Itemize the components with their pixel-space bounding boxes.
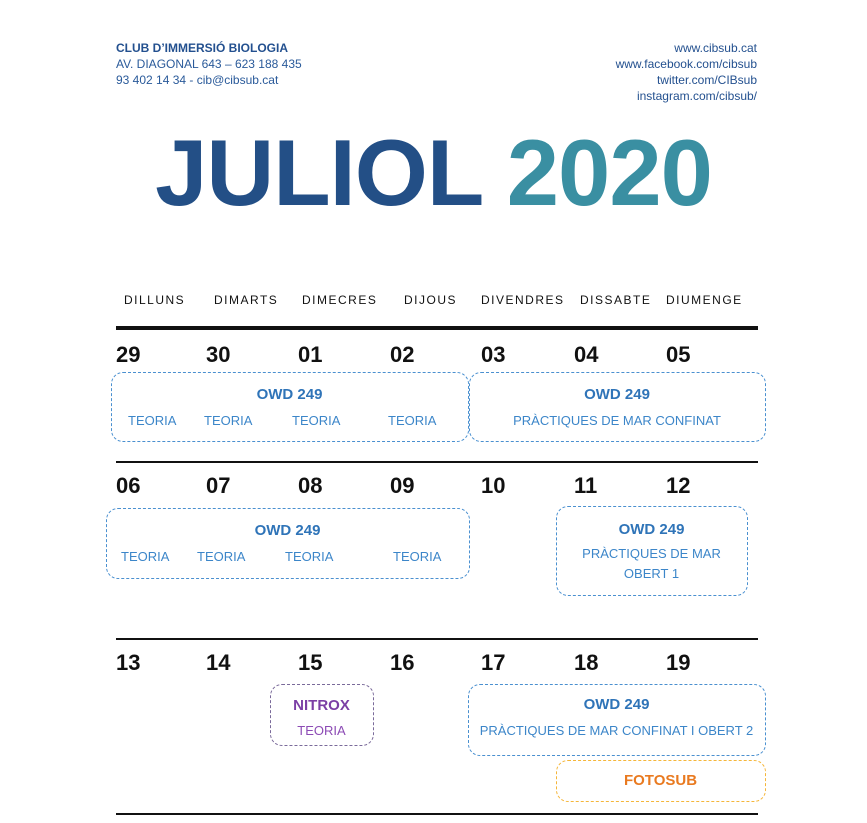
week-divider bbox=[116, 638, 758, 640]
event-subtitle: PRÀCTIQUES DE MAR CONFINAT bbox=[513, 413, 721, 428]
club-links bbox=[616, 40, 757, 104]
weekday-sat: DISSABTE bbox=[580, 293, 652, 307]
website-link[interactable]: www.cibsub.cat bbox=[674, 41, 757, 55]
date-cell: 15 bbox=[298, 650, 323, 675]
date-cell: 06 bbox=[116, 473, 141, 498]
date-cell: 29 bbox=[116, 342, 141, 367]
event-owd-theory[interactable] bbox=[106, 508, 470, 579]
weekday-thu: DIJOUS bbox=[404, 293, 458, 307]
week-divider bbox=[116, 461, 758, 463]
date-cell: 08 bbox=[298, 473, 323, 498]
date-cell: 11 bbox=[574, 473, 598, 498]
event-owd-open-water[interactable] bbox=[556, 506, 748, 596]
event-title: OWD 249 bbox=[583, 696, 650, 713]
date-cell: 02 bbox=[390, 342, 415, 367]
event-label: TEORIA bbox=[197, 549, 246, 564]
date-cell: 17 bbox=[481, 650, 506, 675]
date-cell: 19 bbox=[666, 650, 691, 675]
date-cell: 16 bbox=[390, 650, 415, 675]
event-label: TEORIA bbox=[121, 549, 170, 564]
date-cell: 14 bbox=[206, 650, 231, 675]
event-title: OWD 249 bbox=[618, 521, 685, 538]
event-subtitle: TEORIA bbox=[297, 723, 346, 738]
date-cell: 18 bbox=[574, 650, 599, 675]
weekday-wed: DIMECRES bbox=[302, 293, 378, 307]
weekday-tue: DIMARTS bbox=[214, 293, 279, 307]
club-contact: 93 402 14 34 - cib@cibsub.cat bbox=[116, 73, 279, 87]
event-owd-practice[interactable] bbox=[469, 372, 766, 442]
event-owd-theory[interactable] bbox=[111, 372, 469, 442]
instagram-link[interactable]: instagram.com/cibsub/ bbox=[636, 89, 757, 103]
event-title: NITROX bbox=[293, 697, 350, 714]
event-label: TEORIA bbox=[388, 413, 437, 428]
date-cell: 13 bbox=[116, 650, 141, 675]
date-cell: 09 bbox=[390, 473, 415, 498]
club-name: CLUB D’IMMERSIÓ BIOLOGIA bbox=[116, 41, 288, 55]
week-divider bbox=[116, 813, 758, 815]
date-cell: 05 bbox=[666, 342, 691, 367]
event-subtitle: OBERT 1 bbox=[623, 566, 680, 581]
page-title bbox=[0, 118, 867, 228]
event-label: TEORIA bbox=[204, 413, 253, 428]
date-cell: 01 bbox=[298, 342, 323, 367]
event-fotosub[interactable] bbox=[556, 760, 766, 802]
event-title: OWD 249 bbox=[584, 386, 650, 403]
date-cell: 12 bbox=[666, 473, 691, 498]
header-divider bbox=[116, 326, 758, 330]
facebook-link[interactable]: www.facebook.com/cibsub bbox=[615, 57, 757, 71]
event-label: TEORIA bbox=[292, 413, 341, 428]
date-cell: 10 bbox=[481, 473, 506, 498]
event-label: TEORIA bbox=[393, 549, 442, 564]
event-subtitle: PRÀCTIQUES DE MAR bbox=[582, 546, 721, 561]
weekday-fri: DIVENDRES bbox=[481, 293, 565, 307]
date-cell: 07 bbox=[206, 473, 231, 498]
event-label: TEORIA bbox=[285, 549, 334, 564]
event-label: TEORIA bbox=[128, 413, 177, 428]
event-title: OWD 249 bbox=[256, 386, 323, 403]
weekday-mon: DILLUNS bbox=[124, 293, 186, 307]
event-title: OWD 249 bbox=[254, 522, 321, 539]
date-cell: 04 bbox=[574, 342, 599, 367]
title-month: JULIOL bbox=[155, 120, 482, 225]
event-nitrox[interactable] bbox=[270, 684, 374, 746]
date-cell: 30 bbox=[206, 342, 231, 367]
club-info bbox=[116, 40, 302, 88]
twitter-link[interactable]: twitter.com/CIBsub bbox=[656, 73, 757, 87]
event-subtitle: PRÀCTIQUES DE MAR CONFINAT I OBERT 2 bbox=[479, 723, 754, 738]
club-address: AV. DIAGONAL 643 – 623 188 435 bbox=[116, 57, 302, 71]
event-title: FOTOSUB bbox=[623, 772, 698, 789]
date-cell: 03 bbox=[481, 342, 506, 367]
weekday-sun: DIUMENGE bbox=[666, 293, 743, 307]
title-year: 2020 bbox=[506, 120, 712, 225]
event-owd-practice[interactable] bbox=[468, 684, 766, 756]
